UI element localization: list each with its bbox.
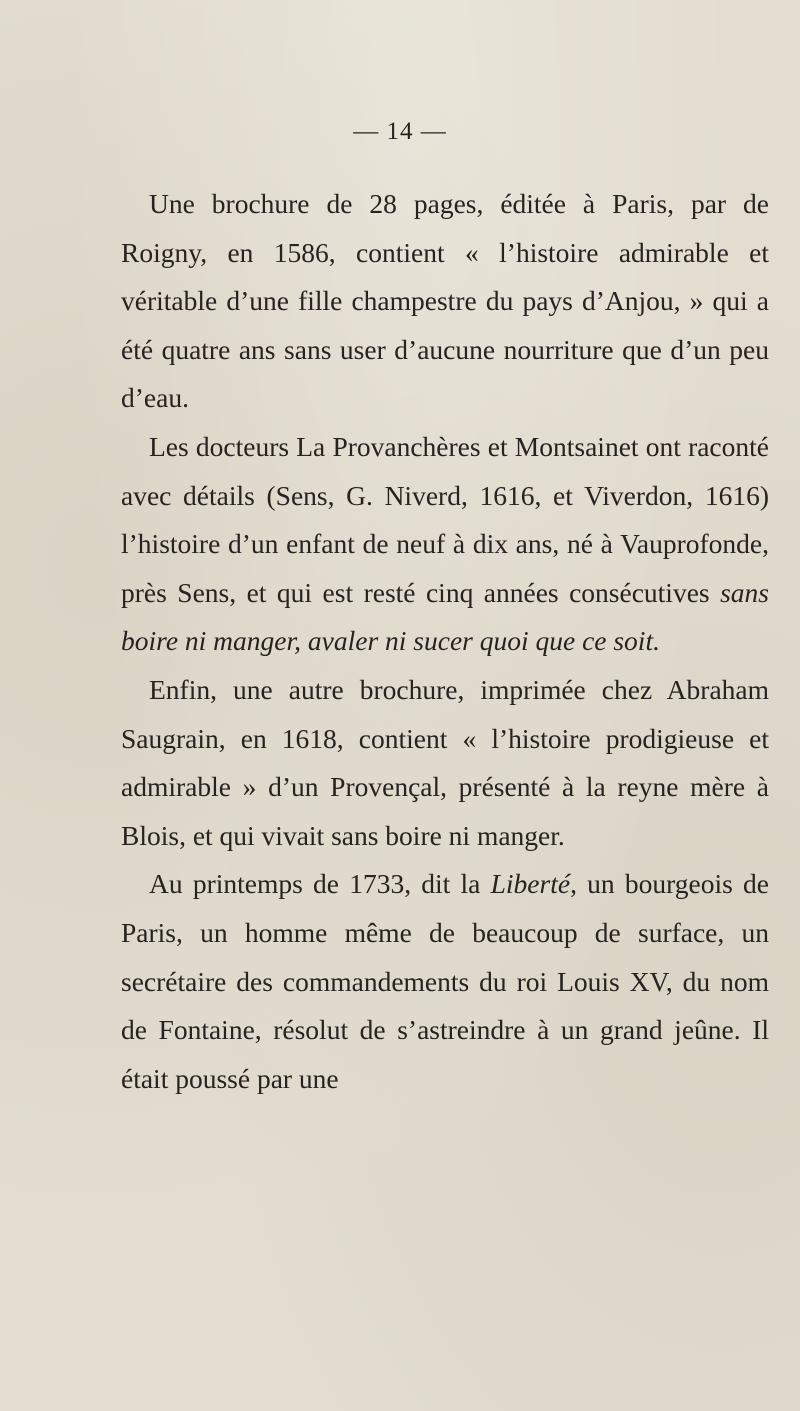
paragraph-4-text-end: , un bourgeois de Paris, un homme même de beaucoup de surface, un secrétaire des commandements du roi Louis XV, du nom de Fontaine, résolut de s’astreindre à un grand jeûne. Il était poussé par une xyxy=(121,868,769,1094)
paragraph-2-text: Les docteurs La Provanchères et Montsainet ont raconté avec détails (Sens, G. Niverd, 1616, et Viverdon, 1616) l’histoire d’un enfant de neuf à dix ans, né à Vauprofonde, près Sens, et qui est resté cinq années consécutives xyxy=(121,430,769,608)
body-text xyxy=(121,180,769,1103)
paragraph-4 xyxy=(121,860,769,1103)
paragraph-4-text-start: Au printemps de 1733, dit la xyxy=(149,868,491,900)
paragraph-4-italic: Liberté xyxy=(490,868,571,900)
paragraph-3: Enfin, une autre brochure, imprimée chez Abraham Saugrain, en 1618, contient « l’histoire prodigieuse et admirable » d’un Provençal, présenté à la reyne mère à Blois, et qui vivait sans boire ni manger. xyxy=(121,673,769,851)
paragraph-2 xyxy=(121,423,769,666)
paragraph-1: Une brochure de 28 pages, éditée à Paris, par de Roigny, en 1586, contient « l’histoire admirable et véritable d’une fille champestre du pays d’Anjou, » qui a été quatre ans sans user d’aucune nourriture que d’un peu d’eau. xyxy=(121,188,769,414)
page-number: — 14 — xyxy=(353,118,447,145)
paragraph-2-italic: sans boire ni manger, avaler ni sucer quoi que ce soit. xyxy=(121,576,769,657)
